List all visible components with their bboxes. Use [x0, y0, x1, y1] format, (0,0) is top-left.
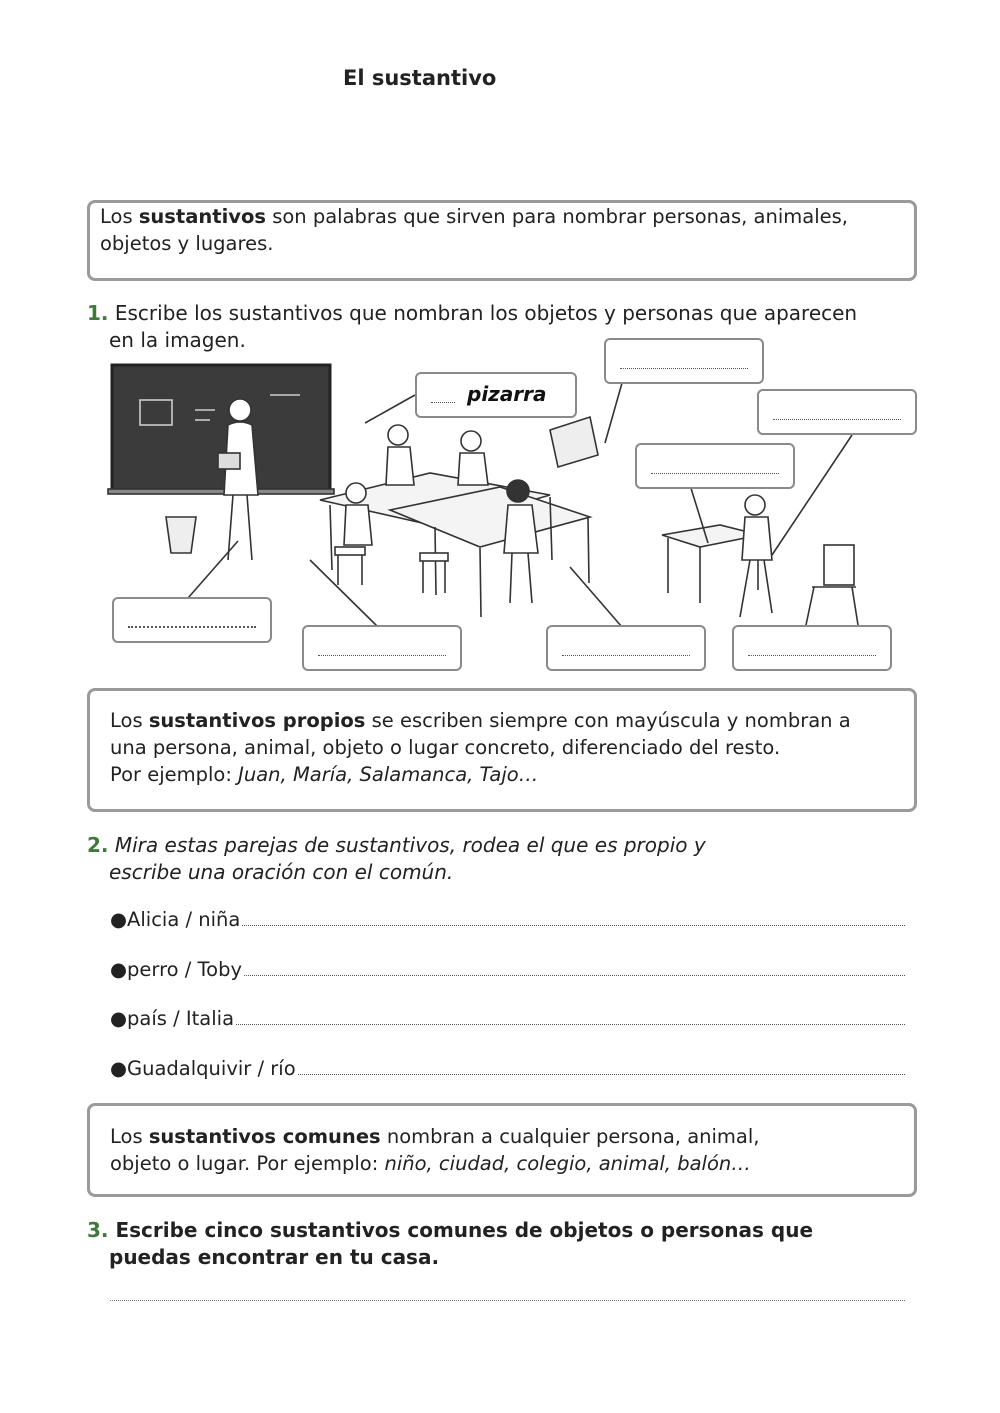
definition-text: nombran a cualquier persona, animal,: [380, 1125, 760, 1148]
definition-text: Los: [110, 1125, 149, 1148]
answer-box-calendario[interactable]: [604, 338, 764, 384]
definition-keyword: sustantivos: [138, 205, 266, 228]
answer-box-mesa[interactable]: [635, 443, 795, 489]
question-text: en la imagen.: [109, 328, 246, 352]
pair-row-1[interactable]: [110, 903, 905, 931]
definition-text: Los: [100, 205, 139, 228]
definition-text: objeto o lugar. Por ejemplo:: [110, 1152, 385, 1175]
question-number: 1.: [87, 301, 109, 325]
pair-row-4[interactable]: [110, 1052, 905, 1080]
answer-box-silla[interactable]: [302, 625, 462, 671]
answer-box-silla-2[interactable]: [732, 625, 892, 671]
write-line[interactable]: [298, 1074, 905, 1075]
definition-text: son palabras que sirven para nombrar personas, animales,: [266, 205, 848, 228]
question-text: Escribe cinco sustantivos comunes de objetos o personas que: [108, 1218, 814, 1242]
definition-keyword: sustantivos comunes: [148, 1125, 381, 1148]
noun-pair: ●perro / Toby: [110, 958, 242, 981]
answer-box-maestra[interactable]: [112, 597, 272, 643]
definition-text: Por ejemplo:: [110, 763, 239, 786]
question-3: [87, 1217, 917, 1271]
question-number: 2.: [87, 833, 109, 857]
definition-box-comunes: [87, 1103, 917, 1197]
pair-row-3[interactable]: [110, 1002, 905, 1030]
definition-text: se escriben siempre con mayúscula y nombran a: [365, 709, 851, 732]
question-text: escribe una oración con el común.: [109, 860, 454, 884]
answer-box-nino[interactable]: [757, 389, 917, 435]
definition-text: objetos y lugares.: [100, 232, 274, 255]
definition-text: una persona, animal, objeto o lugar concreto, diferenciado del resto.: [110, 736, 781, 759]
noun-pair: ●Guadalquivir / río: [110, 1057, 296, 1080]
question-text: Escribe los sustantivos que nombran los objetos y personas que aparecen: [108, 301, 858, 325]
question-text: puedas encontrar en tu casa.: [109, 1245, 440, 1269]
example-list: Juan, María, Salamanca, Tajo…: [238, 763, 539, 786]
question-2: [87, 832, 917, 886]
write-line[interactable]: [110, 1300, 905, 1301]
definition-text: Los: [110, 709, 149, 732]
noun-pair: ●país / Italia: [110, 1007, 235, 1030]
answer-box-pizarra[interactable]: [415, 372, 577, 418]
question-1: [87, 300, 917, 354]
question-number: 3.: [87, 1218, 109, 1242]
write-line[interactable]: [236, 1024, 905, 1025]
noun-pair: ●Alicia / niña: [110, 908, 241, 931]
answer-text: pizarra: [467, 382, 547, 406]
example-list: niño, ciudad, colegio, animal, balón…: [384, 1152, 751, 1175]
page-title: El sustantivo: [343, 66, 497, 90]
question-text: Mira estas parejas de sustantivos, rodea el que es propio y: [108, 833, 706, 857]
answer-box-pupitre[interactable]: [546, 625, 706, 671]
write-line[interactable]: [242, 925, 905, 926]
pair-row-2[interactable]: [110, 953, 905, 981]
definition-box-propios: [87, 688, 917, 812]
write-line[interactable]: [244, 975, 905, 976]
definition-keyword: sustantivos propios: [148, 709, 366, 732]
definition-box-sustantivos: [87, 200, 917, 281]
